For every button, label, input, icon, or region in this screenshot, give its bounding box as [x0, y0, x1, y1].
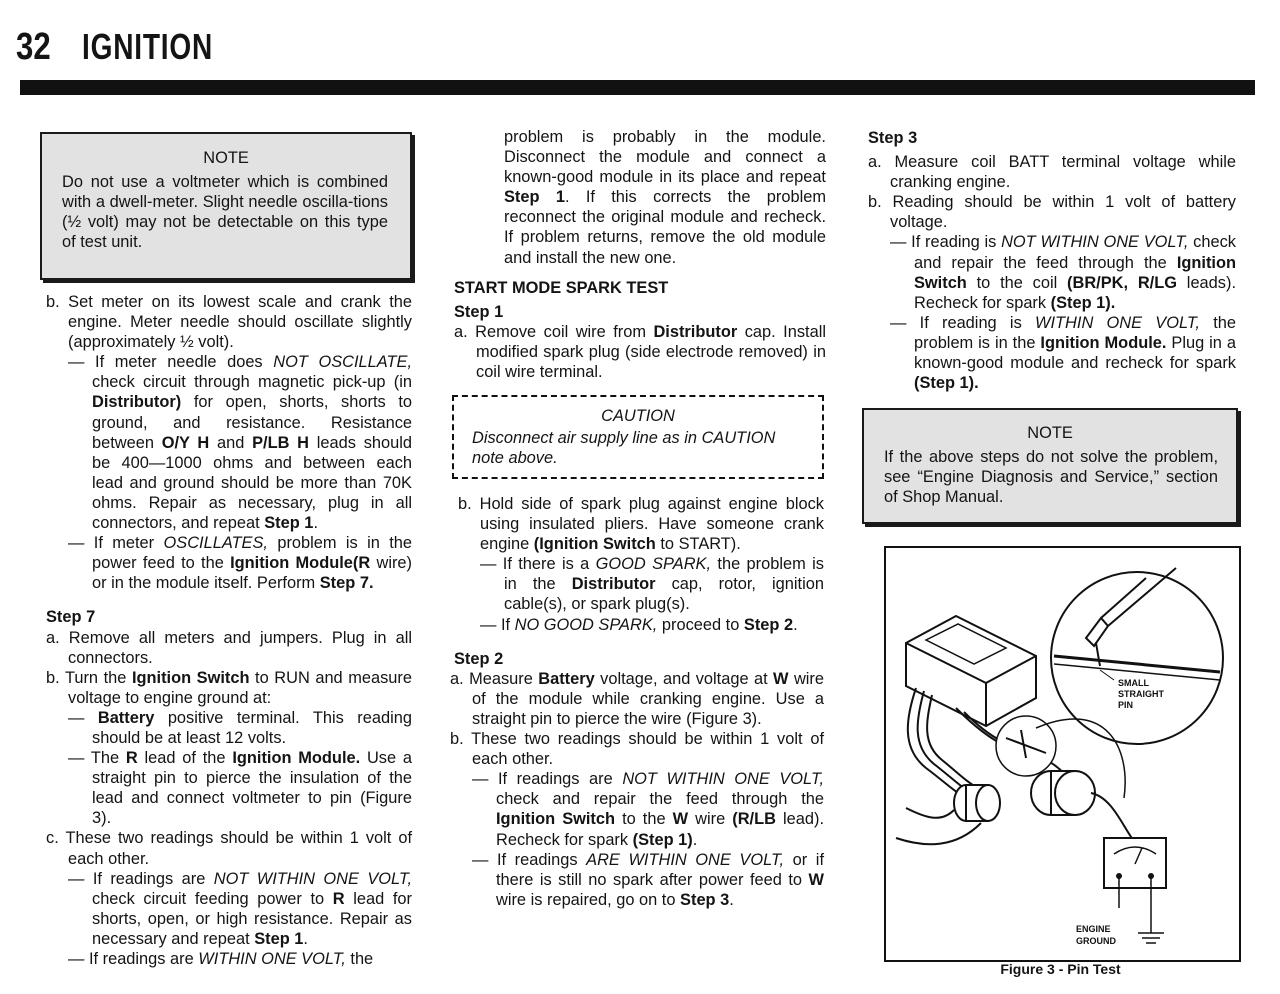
step2-b: b. These two readings should be within 1 volt of each other.	[450, 730, 824, 769]
note-text: Do not use a voltmeter which is combined with a dwell-meter. Slight needle oscilla-tions (½ volt) may not be detectable on this type of test unit.	[62, 173, 388, 252]
step7-b-dash1: — Battery positive terminal. This reading should be at least 12 volts.	[68, 708, 412, 747]
step1-a: a. Remove coil wire from Distributor cap. Install modified spark plug (side electrode removed) in coil wire terminal.	[454, 322, 826, 382]
section-title: IGNITION	[82, 26, 214, 67]
connector-left	[954, 785, 1000, 821]
voltmeter	[1104, 838, 1166, 888]
figure-caption: Figure 3 - Pin Test	[1000, 961, 1121, 977]
step3-b-dash1: — If reading is NOT WITHIN ONE VOLT, check and repair the feed through the Ignition Switch to the coil (BR/PK, R/LG leads). Recheck for spark (Step 1).	[890, 233, 1236, 312]
step7-c-dash2: — If readings are WITHIN ONE VOLT, the	[68, 950, 374, 968]
step2-heading: Step 2	[454, 649, 504, 668]
column-2	[454, 127, 826, 382]
step1-b-dash1: — If there is a GOOD SPARK, the problem is in the Distributor cap, rotor, ignition cable(s), or spark plug(s).	[480, 555, 824, 614]
step3-heading: Step 3	[868, 129, 918, 147]
pin-test-illustration	[886, 548, 1239, 960]
column-3	[868, 128, 1236, 393]
header-rule	[20, 80, 1255, 95]
page-header	[16, 26, 250, 69]
ground-symbol	[1138, 933, 1164, 943]
step1-b: b. Hold side of spark plug against engine block using insulated pliers. Have someone crank engine (Ignition Switch to START).	[458, 495, 824, 554]
step2-b-dash2: — If readings ARE WITHIN ONE VOLT, or if there is still no spark after power feed to W wire is repaired, go on to Step 3.	[472, 850, 824, 909]
note-box-manual	[862, 408, 1238, 524]
start-mode-heading: START MODE SPARK TEST	[454, 278, 669, 297]
caution-box	[452, 395, 824, 479]
step1-heading: Step 1	[454, 302, 504, 321]
step6-continuation: problem is probably in the module. Disconnect the module and connect a known-good module in its place and repeat Step 1. If this corrects the problem reconnect the original module and recheck. If problem returns, remove the old module and install the new one.	[504, 128, 826, 267]
step6-b-dash1: — If meter needle does NOT OSCILLATE, check circuit through magnetic pick-up (in Distributor) for open, shorts, shorts to ground, and resistance. Resistance between O/Y H and P/LB H leads should be 400—1000 ohms and between each lead and ground should be more than 70K ohms. Repair as necessary, plug in all connectors, and repeat Step 1.	[68, 353, 413, 533]
step7-c: c. These two readings should be within 1 volt of each other.	[46, 829, 413, 868]
caution-title: CAUTION	[601, 407, 675, 425]
caution-text: Disconnect air supply line as in CAUTION note above.	[472, 429, 776, 468]
note2-title: NOTE	[1027, 424, 1073, 442]
step6-b: b. Set meter on its lowest scale and crank the engine. Meter needle should oscillate slightly (approximately ½ volt).	[46, 293, 412, 352]
note2-text: If the above steps do not solve the problem, see “Engine Diagnosis and Service,” section of Shop Manual.	[884, 448, 1218, 507]
step2-b-dash1: — If readings are NOT WITHIN ONE VOLT, check and repair the feed through the Ignition Switch to the W wire (R/LB lead). Recheck for spark (Step 1).	[472, 770, 825, 849]
step2-a: a. Measure Battery voltage, and voltage at W wire of the module while cranking engine. Use a straight pin to pierce the wire (Figure 3).	[450, 669, 824, 728]
column-1	[46, 292, 412, 969]
step7-b: b. Turn the Ignition Switch to RUN and measure voltage to engine ground at:	[46, 668, 412, 707]
step7-b-dash2: — The R lead of the Ignition Module. Use a straight pin to pierce the insulation of the lead and connect voltmeter to pin (Figure 3).	[68, 749, 412, 828]
connector-right	[1031, 771, 1095, 815]
step7-heading: Step 7	[46, 608, 96, 627]
step7-a: a. Remove all meters and jumpers. Plug in all connectors.	[46, 628, 413, 667]
ground-label: ENGINE GROUND	[1076, 924, 1116, 946]
column-2-lower	[450, 494, 825, 910]
step7-c-dash1: — If readings are NOT WITHIN ONE VOLT, check circuit feeding power to R lead for shorts, open, or high resistance. Repair as necessary and repeat Step 1.	[68, 869, 412, 948]
note-title: NOTE	[203, 149, 249, 167]
page-number: 32	[16, 26, 51, 68]
pin-label: SMALL STRAIGHT PIN	[1118, 678, 1164, 710]
step3-a: a. Measure coil BATT terminal voltage while cranking engine.	[868, 153, 1236, 192]
step6-b-dash2: — If meter OSCILLATES, problem is in the power feed to the Ignition Module(R wire) or in the module itself. Perform Step 7.	[68, 534, 413, 593]
ignition-module	[906, 616, 1036, 726]
note-box-voltmeter	[40, 132, 412, 280]
step3-b: b. Reading should be within 1 volt of battery voltage.	[868, 193, 1236, 232]
step1-b-dash2: — If NO GOOD SPARK, proceed to Step 2.	[480, 615, 798, 634]
figure-3	[884, 546, 1241, 962]
step3-b-dash2: — If reading is WITHIN ONE VOLT, the problem is in the Ignition Module. Plug in a known-good module and recheck for spark (Step 1).	[890, 313, 1236, 393]
